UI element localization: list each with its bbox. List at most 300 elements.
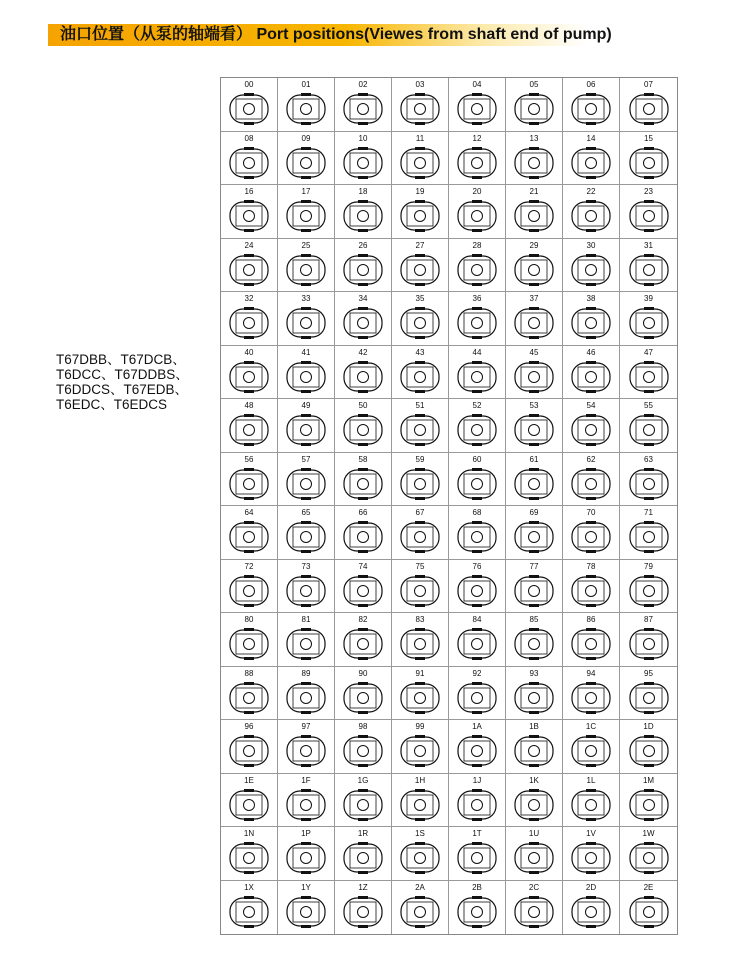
port-position-cell [563,720,620,774]
port-position-cell [449,506,506,560]
pump-outline-icon [455,572,499,610]
port-code-label: 32 [244,294,254,303]
model-line: T6DCC、T67DDBS、 [56,367,189,382]
port-position-cell [335,453,392,507]
pump-outline-icon [455,786,499,824]
pump-outline-icon [627,90,671,128]
port-code-label: 1V [586,829,596,838]
port-code-label: 1Y [301,882,311,892]
port-position-cell [563,346,620,400]
pump-outline-icon [455,625,499,663]
pump-outline-icon [284,144,328,182]
pump-outline-icon [627,786,671,824]
port-code-label: 77 [529,561,539,571]
pump-outline-icon [569,251,613,289]
pump-outline-icon [569,197,613,235]
port-position-cell [278,720,335,774]
pump-outline-icon [627,358,671,396]
port-position-cell [506,560,563,614]
port-position-cell [620,506,677,560]
port-code-label: 30 [586,240,596,250]
port-position-cell [506,506,563,560]
port-position-cell [563,560,620,614]
port-code-label: 80 [244,615,254,624]
port-code-label: 1G [357,775,369,785]
port-code-label: 25 [301,240,311,250]
pump-outline-icon [398,197,442,235]
pump-outline-icon [284,358,328,396]
port-code-label: 07 [644,80,653,89]
port-position-cell [620,346,677,400]
port-position-cell [563,613,620,667]
port-position-cell [620,774,677,828]
pump-outline-icon [227,572,271,610]
port-code-label: 39 [644,294,653,303]
port-code-label: 23 [644,187,653,196]
port-code-label: 94 [586,668,596,678]
pump-outline-icon [512,625,556,663]
port-position-cell [506,239,563,293]
port-position-cell [563,774,620,828]
port-position-cell [335,667,392,721]
port-code-label: 10 [358,133,368,143]
port-code-label: 1W [642,829,655,838]
pump-outline-icon [398,732,442,770]
port-code-label: 45 [529,347,539,357]
pump-outline-icon [398,518,442,556]
port-position-cell [563,399,620,453]
port-code-label: 89 [301,668,311,678]
pump-outline-icon [341,625,385,663]
port-code-label: 95 [644,668,653,678]
port-code-label: 60 [472,454,482,464]
port-code-label: 01 [301,80,311,89]
port-position-cell [392,613,449,667]
pump-outline-icon [627,518,671,556]
port-position-cell [449,667,506,721]
port-position-cell [392,560,449,614]
port-code-label: 2E [643,882,654,892]
port-code-label: 85 [529,615,539,624]
port-position-cell [392,720,449,774]
port-position-cell [221,346,278,400]
port-code-label: 79 [644,561,653,571]
port-code-label: 1R [357,829,369,838]
port-code-label: 1T [472,829,482,838]
port-position-cell [506,667,563,721]
port-position-cell [506,346,563,400]
port-code-label: 09 [301,133,311,143]
pump-outline-icon [284,251,328,289]
pump-outline-icon [627,465,671,503]
port-code-label: 2B [472,882,482,892]
port-code-label: 06 [586,80,596,89]
port-code-label: 34 [358,294,368,303]
pump-outline-icon [284,197,328,235]
pump-outline-icon [627,144,671,182]
port-code-label: 04 [472,80,482,89]
port-position-cell [506,774,563,828]
port-position-cell [335,239,392,293]
port-position-cell [449,346,506,400]
port-code-label: 2C [528,882,540,892]
port-position-cell [221,720,278,774]
pump-outline-icon [512,518,556,556]
port-code-label: 1B [529,722,539,731]
pump-outline-icon [512,144,556,182]
pump-outline-icon [512,679,556,717]
port-position-cell [278,292,335,346]
port-code-label: 05 [529,80,539,89]
pump-outline-icon [341,251,385,289]
port-position-cell [392,453,449,507]
port-position-cell [278,453,335,507]
port-code-label: 2D [585,882,597,892]
port-position-cell [221,453,278,507]
port-code-label: 98 [358,722,368,731]
port-position-cell [620,827,677,881]
port-position-cell [449,720,506,774]
port-position-cell [335,185,392,239]
port-code-label: 87 [644,615,653,624]
pump-outline-icon [569,625,613,663]
port-code-label: 72 [244,561,254,571]
port-code-label: 61 [529,454,539,464]
pump-outline-icon [341,786,385,824]
port-position-cell [563,185,620,239]
port-code-label: 2A [415,882,425,892]
port-position-grid [220,77,678,935]
pump-outline-icon [569,786,613,824]
pump-outline-icon [227,786,271,824]
pump-outline-icon [284,90,328,128]
port-position-cell [278,346,335,400]
port-code-label: 91 [415,668,425,678]
pump-outline-icon [284,786,328,824]
pump-outline-icon [398,358,442,396]
port-position-cell [392,239,449,293]
pump-outline-icon [341,572,385,610]
pump-outline-icon [398,839,442,877]
pump-outline-icon [569,304,613,342]
port-position-cell [221,132,278,186]
pump-outline-icon [284,411,328,449]
port-code-label: 19 [415,187,425,196]
port-position-cell [392,346,449,400]
pump-outline-icon [341,518,385,556]
port-code-label: 48 [244,401,254,410]
pump-outline-icon [227,358,271,396]
pump-outline-icon [455,893,499,931]
port-position-cell [278,827,335,881]
pump-outline-icon [227,411,271,449]
pump-outline-icon [341,304,385,342]
pump-outline-icon [512,251,556,289]
port-code-label: 62 [586,454,596,464]
port-code-label: 41 [301,347,311,357]
pump-outline-icon [398,572,442,610]
port-position-cell [620,239,677,293]
port-position-cell [278,239,335,293]
port-position-cell [620,292,677,346]
port-code-label: 44 [472,347,482,357]
port-position-cell [335,132,392,186]
pump-outline-icon [341,358,385,396]
pump-outline-icon [341,839,385,877]
port-position-cell [392,132,449,186]
model-list [56,352,189,412]
pump-outline-icon [284,465,328,503]
pump-outline-icon [341,90,385,128]
port-position-cell [506,881,563,935]
port-code-label: 31 [644,240,653,250]
port-position-cell [335,292,392,346]
pump-outline-icon [341,144,385,182]
pump-outline-icon [627,839,671,877]
port-code-label: 1A [472,722,482,731]
port-position-cell [278,881,335,935]
port-code-label: 1U [528,829,540,838]
pump-outline-icon [569,572,613,610]
pump-outline-icon [341,893,385,931]
port-code-label: 68 [472,508,482,517]
port-position-cell [563,453,620,507]
port-position-cell [335,78,392,132]
port-position-cell [221,774,278,828]
pump-outline-icon [455,839,499,877]
pump-outline-icon [227,251,271,289]
port-position-cell [392,399,449,453]
port-code-label: 08 [244,133,254,143]
port-code-label: 28 [472,240,482,250]
port-code-label: 43 [415,347,425,357]
model-line: T6DDCS、T67EDB、 [56,382,189,397]
port-position-cell [449,132,506,186]
pump-outline-icon [455,465,499,503]
pump-outline-icon [569,679,613,717]
pump-outline-icon [398,465,442,503]
port-position-cell [335,720,392,774]
port-code-label: 70 [586,508,596,517]
port-code-label: 83 [415,615,425,624]
port-position-cell [620,78,677,132]
pump-outline-icon [627,679,671,717]
port-code-label: 63 [644,454,653,464]
port-position-cell [563,506,620,560]
port-code-label: 51 [415,401,425,410]
port-position-cell [278,667,335,721]
port-position-cell [221,78,278,132]
port-position-cell [449,399,506,453]
pump-outline-icon [455,518,499,556]
port-code-label: 99 [415,722,425,731]
pump-outline-icon [455,251,499,289]
pump-outline-icon [284,518,328,556]
pump-outline-icon [569,465,613,503]
pump-outline-icon [512,839,556,877]
pump-outline-icon [512,465,556,503]
port-code-label: 74 [358,561,368,571]
port-position-cell [335,399,392,453]
port-position-cell [563,881,620,935]
pump-outline-icon [512,732,556,770]
port-position-cell [563,239,620,293]
port-position-cell [278,506,335,560]
port-position-cell [563,132,620,186]
pump-outline-icon [512,893,556,931]
port-code-label: 57 [301,454,311,464]
port-code-label: 96 [244,722,254,731]
port-code-label: 76 [472,561,482,571]
port-code-label: 35 [415,294,425,303]
port-code-label: 36 [472,294,482,303]
port-position-cell [278,399,335,453]
pump-outline-icon [455,304,499,342]
pump-outline-icon [227,732,271,770]
port-position-cell [563,667,620,721]
pump-outline-icon [284,304,328,342]
port-position-cell [221,613,278,667]
port-code-label: 26 [358,240,368,250]
port-code-label: 13 [529,133,539,143]
port-position-cell [449,774,506,828]
port-code-label: 56 [244,454,254,464]
pump-outline-icon [512,572,556,610]
port-code-label: 52 [472,401,482,410]
pump-outline-icon [455,144,499,182]
port-position-cell [620,399,677,453]
port-position-cell [620,667,677,721]
pump-outline-icon [227,679,271,717]
port-position-cell [449,613,506,667]
port-code-label: 37 [529,294,539,303]
port-position-cell [506,399,563,453]
pump-outline-icon [512,358,556,396]
port-position-cell [278,613,335,667]
pump-outline-icon [398,679,442,717]
port-code-label: 64 [244,508,254,517]
port-position-cell [506,720,563,774]
port-code-label: 02 [358,80,368,89]
port-position-cell [392,506,449,560]
pump-outline-icon [569,144,613,182]
port-code-label: 29 [529,240,539,250]
pump-outline-icon [627,197,671,235]
pump-outline-icon [341,679,385,717]
port-code-label: 50 [358,401,368,410]
page-title: 油口位置（从泵的轴端看） Port positions(Viewes from shaft end of pump) [60,26,612,43]
pump-outline-icon [284,625,328,663]
pump-outline-icon [227,304,271,342]
pump-outline-icon [455,411,499,449]
port-code-label: 27 [415,240,425,250]
port-position-cell [449,78,506,132]
pump-outline-icon [569,358,613,396]
port-position-cell [620,132,677,186]
port-position-cell [506,613,563,667]
port-position-cell [335,346,392,400]
port-position-cell [506,827,563,881]
pump-outline-icon [227,625,271,663]
pump-outline-icon [284,839,328,877]
port-position-cell [278,560,335,614]
port-code-label: 1P [301,829,311,838]
pump-outline-icon [341,465,385,503]
port-code-label: 1N [243,829,255,838]
port-position-cell [506,132,563,186]
pump-outline-icon [569,90,613,128]
pump-outline-icon [627,625,671,663]
pump-outline-icon [227,465,271,503]
port-code-label: 66 [358,508,368,517]
port-position-cell [221,560,278,614]
port-code-label: 1C [585,722,597,731]
pump-outline-icon [398,625,442,663]
port-code-label: 55 [644,401,653,410]
port-code-label: 18 [358,187,368,196]
port-code-label: 90 [358,668,368,678]
port-position-cell [506,292,563,346]
port-position-cell [221,881,278,935]
pump-outline-icon [455,90,499,128]
port-code-label: 38 [586,294,596,303]
pump-outline-icon [512,90,556,128]
port-code-label: 54 [586,401,596,410]
pump-outline-icon [398,251,442,289]
port-position-cell [221,239,278,293]
port-position-cell [392,78,449,132]
port-position-cell [620,720,677,774]
pump-outline-icon [398,411,442,449]
port-code-label: 73 [301,561,311,571]
pump-outline-icon [398,144,442,182]
pump-outline-icon [227,839,271,877]
port-code-label: 69 [529,508,539,517]
port-position-cell [392,667,449,721]
port-position-cell [392,881,449,935]
pump-outline-icon [455,732,499,770]
port-position-cell [620,560,677,614]
port-position-cell [335,774,392,828]
pump-outline-icon [284,572,328,610]
port-position-cell [278,132,335,186]
port-position-cell [620,185,677,239]
port-code-label: 03 [415,80,425,89]
port-position-cell [221,506,278,560]
pump-outline-icon [398,304,442,342]
port-position-cell [620,613,677,667]
pump-outline-icon [569,893,613,931]
port-code-label: 53 [529,401,539,410]
pump-outline-icon [284,679,328,717]
pump-outline-icon [512,411,556,449]
port-code-label: 84 [472,615,482,624]
port-code-label: 1H [414,775,426,785]
port-position-cell [335,881,392,935]
port-code-label: 1L [586,775,596,785]
pump-outline-icon [398,90,442,128]
port-position-cell [449,560,506,614]
port-position-cell [335,827,392,881]
model-line: T6EDC、T6EDCS [56,397,168,412]
port-code-label: 97 [301,722,311,731]
port-position-cell [335,613,392,667]
port-position-cell [278,78,335,132]
pump-outline-icon [627,732,671,770]
port-code-label: 15 [644,133,653,143]
pump-outline-icon [569,839,613,877]
port-code-label: 1X [244,882,254,892]
